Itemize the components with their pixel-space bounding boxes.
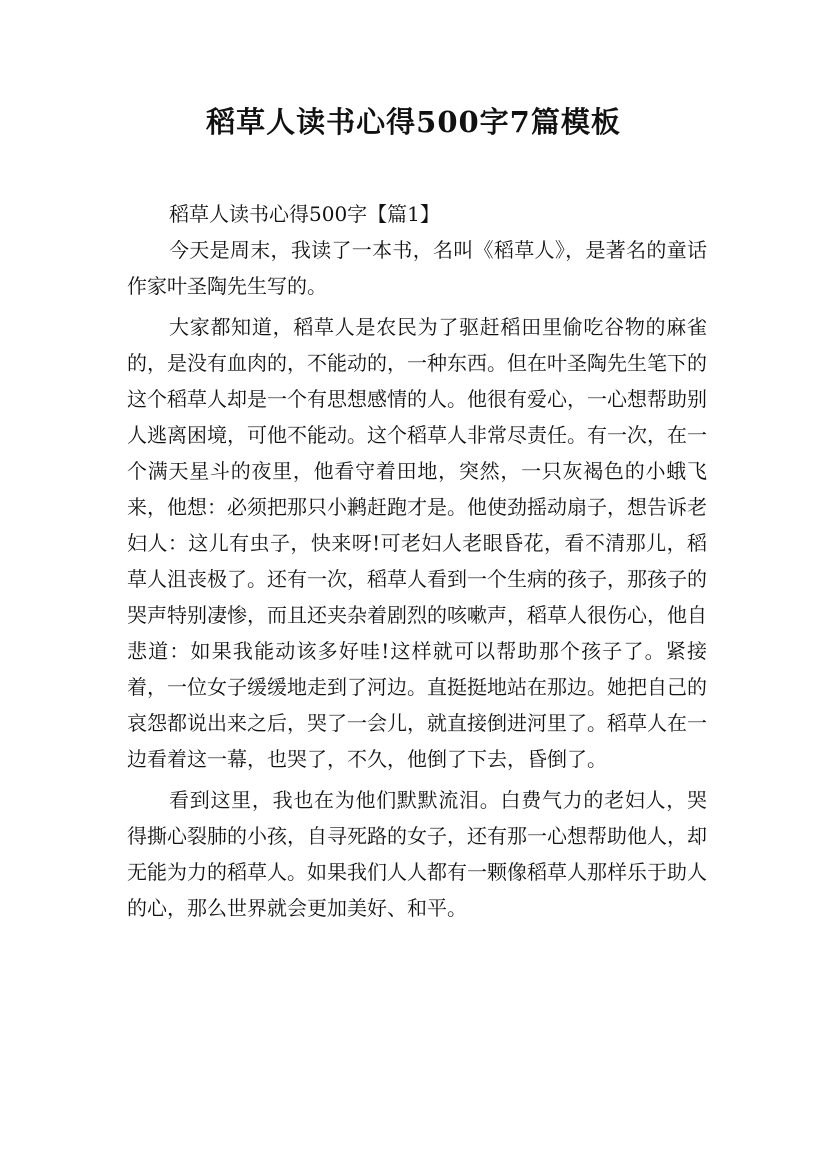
paragraph-2: 大家都知道，稻草人是农民为了驱赶稻田里偷吃谷物的麻雀的，是没有血肉的，不能动的，一种东西。但在叶圣陶先生笔下的这个稻草人却是一个有思想感情的人。他很有爱心，一心想帮助别人逃离困境，可他不能动。这个稻草人非常尽责任。有一次，在一个满天星斗的夜里，他看守着田地，突然，一只灰褐色的小蛾飞来，他想：必须把那只小鹣赶跑才是。他使劲摇动扇子，想告诉老妇人：这儿有虫子，快来呀!可老妇人老眼昏花，看不清那儿，稻草人沮丧极了。还有一次，稻草人看到一个生病的孩子，那孩子的哭声特别凄惨，而且还夹杂着剧烈的咳嗽声，稻草人很伤心，他自悲道：如果我能动该多好哇!这样就可以帮助那个孩子了。紧接着，一位女子缓缓地走到了河边。直挺挺地站在那边。她把自己的哀怨都说出来之后，哭了一会儿，就直接倒进河里了。稻草人在一边看着这一幕，也哭了，不久，他倒了下去，昏倒了。 — [127, 315, 707, 771]
document-body — [127, 196, 707, 926]
section-heading: 稻草人读书心得500字【篇1】 — [169, 202, 440, 226]
paragraph-3: 看到这里，我也在为他们默默流泪。白费气力的老妇人，哭得撕心裂肺的小孩，自寻死路的女子，还有那一心想帮助他人，却无能为力的稻草人。如果我们人人都有一颗像稻草人那样乐于助人的心，那么世界就会更加美好、和平。 — [127, 788, 707, 920]
paragraph-1: 今天是周末，我读了一本书，名叫《稻草人》，是著名的童话作家叶圣陶先生写的。 — [127, 238, 707, 298]
document-title: 稻草人读书心得500字7篇模板 — [206, 105, 621, 139]
